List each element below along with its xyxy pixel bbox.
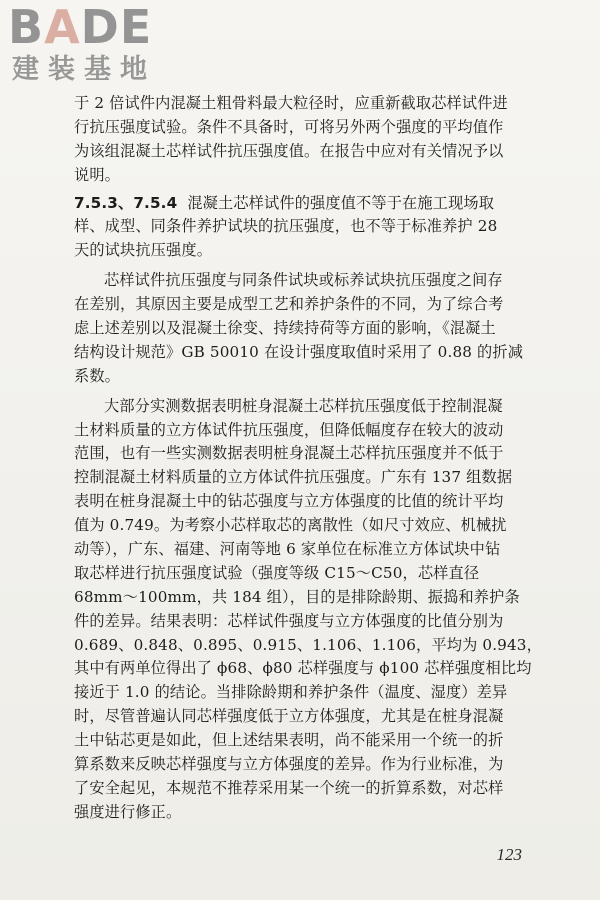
text-line: 强度进行修正。 xyxy=(74,802,182,821)
clause-number: 7.5.3、7.5.4 xyxy=(74,193,178,212)
text-line: 大部分实测数据表明桩身混凝土芯样抗压强度低于控制混凝 xyxy=(104,396,503,415)
text-line: 范围，也有一些实测数据表明桩身混凝土芯样抗压强度并不低于 xyxy=(74,444,504,463)
text-line: 68mm～100mm，共 184 组），目的是排除龄期、振捣和养护条 xyxy=(74,587,520,606)
clause-paragraph xyxy=(74,192,572,264)
text-line: 样、成型、同条件养护试块的抗压强度，也不等于标准养护 28 xyxy=(74,217,498,236)
logo-wordmark: BADE xyxy=(8,0,153,54)
text-line: 值为 0.749。为考察小芯样取芯的离散性（如尺寸效应、机械扰 xyxy=(74,516,507,535)
text-line: 说明。 xyxy=(74,165,121,184)
text-line: 系数。 xyxy=(74,366,121,385)
text-line: 土材料质量的立方体试件抗压强度，但降低幅度存在较大的波动 xyxy=(74,420,504,439)
text-line: 取芯样进行抗压强度试验（强度等级 C15～C50，芯样直径 xyxy=(74,563,480,582)
text-line: 天的试块抗压强度。 xyxy=(74,241,213,260)
text-line: 在差别，其原因主要是成型工艺和养护条件的不同，为了综合考 xyxy=(74,295,504,314)
clause-text: 混凝土芯样试件的强度值不等于在施工现场取 xyxy=(187,193,495,212)
text-line: 行抗压强度试验。条件不具备时，可将另外两个强度的平均值作 xyxy=(74,117,504,136)
paragraph-continuation xyxy=(74,92,572,188)
clause-first-line xyxy=(74,192,572,216)
text-line: 控制混凝土材料质量的立方体试件抗压强度。广东有 137 组数据 xyxy=(74,468,513,487)
text-line: 其中有两单位得出了 ϕ68、ϕ80 芯样强度与 ϕ100 芯样强度相比均 xyxy=(74,659,532,678)
text-line: 结构设计规范》GB 50010 在设计强度取值时采用了 0.88 的折减 xyxy=(74,342,524,361)
text-line: 算系数来反映芯样强度与立方体强度的差异。作为行业标准，为 xyxy=(74,755,504,774)
text-line: 动等），广东、福建、河南等地 6 家单位在标准立方体试块中钻 xyxy=(74,540,501,559)
paragraph-strength-difference xyxy=(74,269,572,388)
text-line: 了安全起见，本规范不推荐采用某一个统一的折算系数，对芯样 xyxy=(74,778,504,797)
text-line: 为该组混凝土芯样试件抗压强度值。在报告中应对有关情况予以 xyxy=(74,141,504,160)
paragraph-test-data xyxy=(74,395,572,825)
text-line: 表明在桩身混凝土中的钻芯强度与立方体强度的比值的统计平均 xyxy=(74,492,504,511)
text-line: 虑上述差别以及混凝土徐变、持续持荷等方面的影响，《混凝土 xyxy=(74,319,496,338)
page-number: 123 xyxy=(496,845,522,864)
text-line: 时，尽管普遍认同芯样强度低于立方体强度，尤其是在桩身混凝 xyxy=(74,707,504,726)
text-line: 芯样试件抗压强度与同条件试块或标养试块抗压强度之间存 xyxy=(104,271,503,290)
text-line: 接近于 1.0 的结论。当排除龄期和养护条件（温度、湿度）差异 xyxy=(74,683,508,702)
watermark-logo xyxy=(8,0,178,90)
text-line: 土中钻芯更是如此，但上述结果表明，尚不能采用一个统一的折 xyxy=(74,731,504,750)
text-line: 于 2 倍试件内混凝土粗骨料最大粒径时，应重新截取芯样试件进 xyxy=(74,94,508,112)
text-line: 0.689、0.848、0.895、0.915、1.106、1.106，平均为 0.943， xyxy=(74,635,542,654)
body-text xyxy=(74,92,572,825)
text-line: 件的差异。结果表明：芯样试件强度与立方体强度的比值分别为 xyxy=(74,611,504,630)
logo-subtitle: 建装基地 xyxy=(12,54,156,85)
